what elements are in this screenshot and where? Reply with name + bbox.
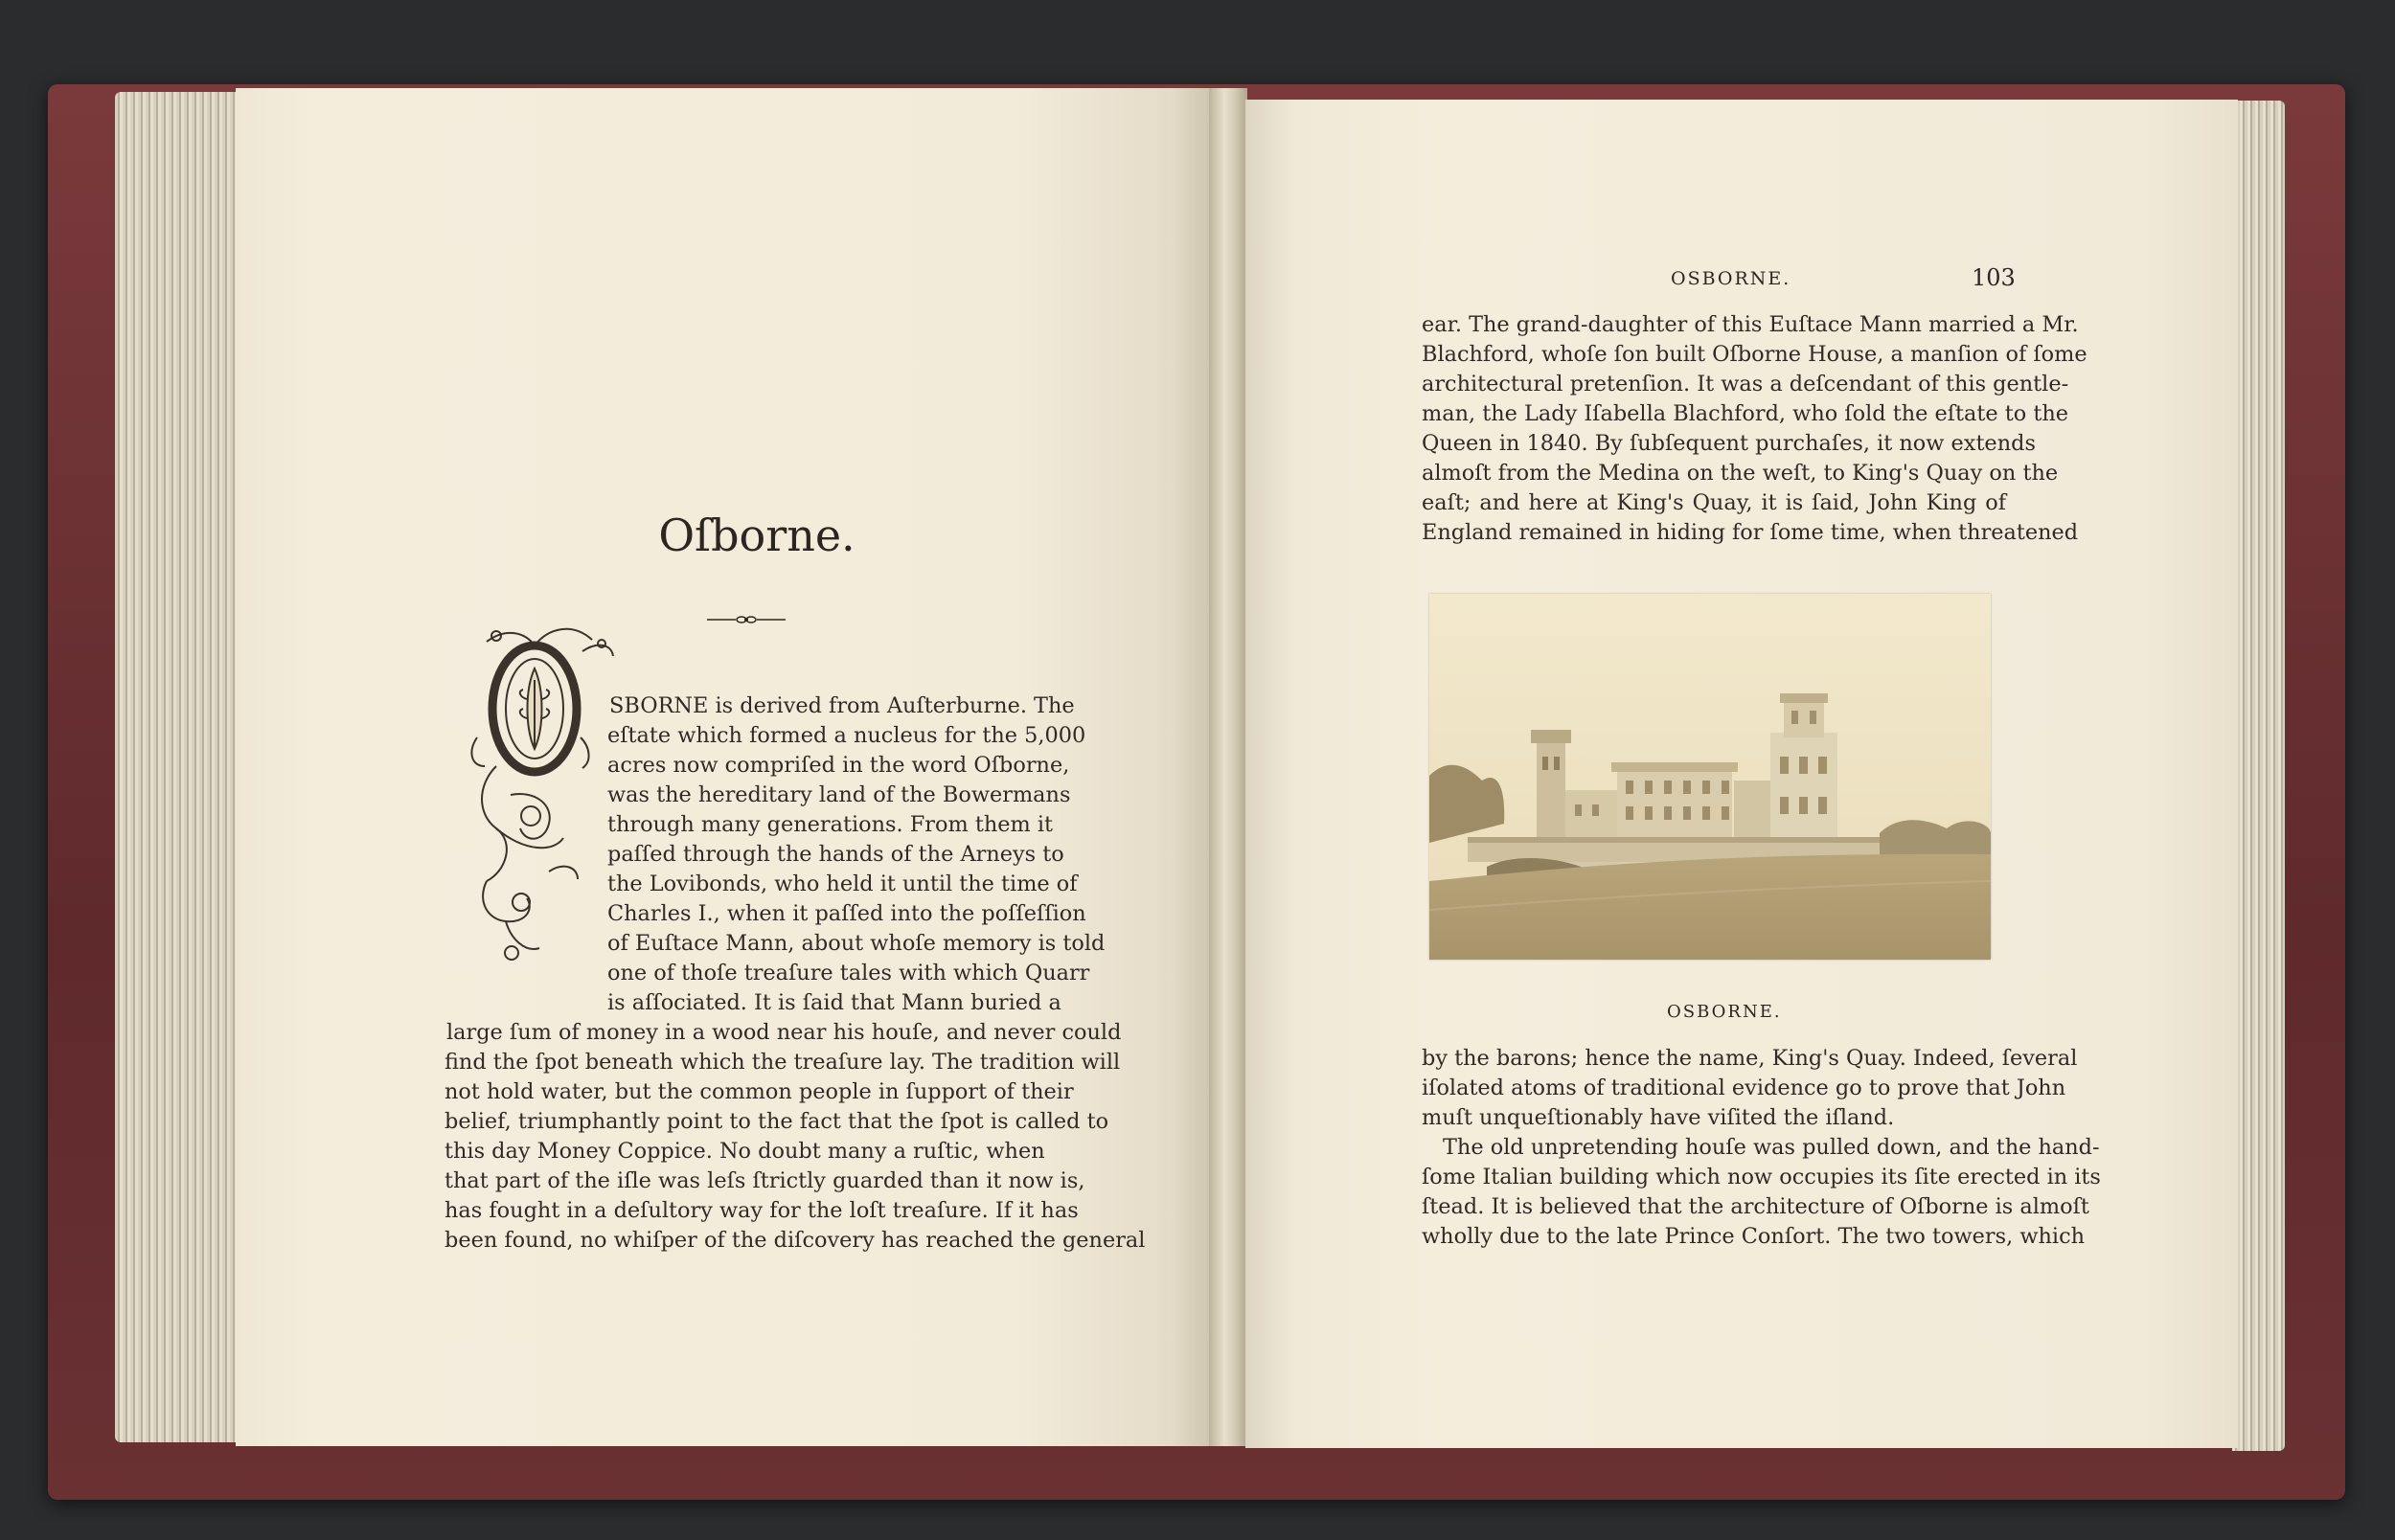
- text-line: iſolated atoms of traditional evidence go to prove that John: [1422, 1076, 2066, 1100]
- text-line: is aſſociated. It is ſaid that Mann buried a: [607, 990, 1061, 1015]
- photo-caption: OSBORNE.: [1667, 1002, 1782, 1022]
- fleuron-ornament: [707, 613, 786, 626]
- text-line: large ſum of money in a wood near his houſe, and never could: [446, 1020, 1122, 1045]
- decorated-initial-o: [468, 623, 621, 986]
- running-head: OSBORNE.: [1671, 268, 1791, 289]
- text-line: one of thoſe treaſure tales with which Quarr: [607, 961, 1090, 985]
- text-line: The old unpretending houſe was pulled down, and the hand-: [1443, 1135, 2100, 1160]
- text-line: not hold water, but the common people in ſupport of their: [445, 1079, 1074, 1104]
- text-line: was the hereditary land of the Bowermans: [607, 782, 1071, 807]
- page-number: 103: [1972, 264, 2016, 291]
- text-line: eſtate which formed a nucleus for the 5,000: [607, 723, 1086, 748]
- text-line: Blachford, whoſe ſon built Oſborne House, a manſion of ſome: [1422, 342, 2087, 367]
- osborne-house-photo: [1429, 594, 1991, 960]
- text-line: acres now compriſed in the word Oſborne,: [607, 753, 1070, 778]
- text-line: paſſed through the hands of the Arneys to: [607, 842, 1064, 867]
- text-line: architectural pretenſion. It was a deſcendant of this gentle-: [1422, 372, 2069, 396]
- text-line: been found, no whiſper of the diſcovery has reached the general: [445, 1228, 1146, 1253]
- text-line: wholly due to the late Prince Conſort. The two towers, which: [1422, 1224, 2086, 1249]
- page-edges-right: [2232, 101, 2285, 1451]
- text-line: SBORNE is derived from Auſterburne. The: [609, 693, 1075, 718]
- text-line: man, the Lady Iſabella Blachford, who ſold the eſtate to the: [1422, 401, 2069, 426]
- text-line: this day Money Coppice. No doubt many a ruſtic, when: [445, 1139, 1045, 1164]
- text-line: ear. The grand-daughter of this Euſtace Mann married a Mr.: [1422, 312, 2079, 337]
- text-line: that part of the iſle was leſs ſtrictly guarded than it now is,: [445, 1168, 1085, 1193]
- text-line: Charles I., when it paſſed into the poſſeſſion: [607, 901, 1086, 926]
- text-line: ſtead. It is believed that the architecture of Oſborne is almoſt: [1422, 1194, 2089, 1219]
- page-edges-left: [115, 92, 240, 1442]
- text-line: the Lovibonds, who held it until the time of: [607, 872, 1078, 896]
- text-line: find the ſpot beneath which the treaſure lay. The tradition will: [445, 1050, 1121, 1075]
- book-gutter: [1209, 88, 1247, 1446]
- text-line: Queen in 1840. By ſubſequent purchaſes, it now extends: [1422, 431, 2036, 456]
- text-line: by the barons; hence the name, King's Quay. Indeed, ſeveral: [1422, 1046, 2078, 1071]
- text-line: eaſt; and here at King's Quay, it is ſaid, John King of: [1422, 490, 2006, 515]
- text-line: muſt unqueſtionably have viſited the iſland.: [1422, 1105, 1895, 1130]
- chapter-title: Oſborne.: [658, 510, 855, 561]
- text-line: of Euſtace Mann, about whoſe memory is told: [607, 931, 1106, 956]
- text-line: has fought in a deſultory way for the loſt treaſure. If it has: [445, 1198, 1079, 1223]
- text-line: through many generations. From them it: [607, 812, 1053, 837]
- text-line: ſome Italian building which now occupies its ſite erected in its: [1422, 1165, 2101, 1189]
- text-line: belief, triumphantly point to the fact that the ſpot is called to: [445, 1109, 1109, 1134]
- text-line: almoſt from the Medina on the weſt, to King's Quay on the: [1422, 461, 2059, 486]
- text-line: England remained in hiding for ſome time, when threatened: [1422, 520, 2079, 545]
- mounted-photograph: [1429, 594, 1991, 960]
